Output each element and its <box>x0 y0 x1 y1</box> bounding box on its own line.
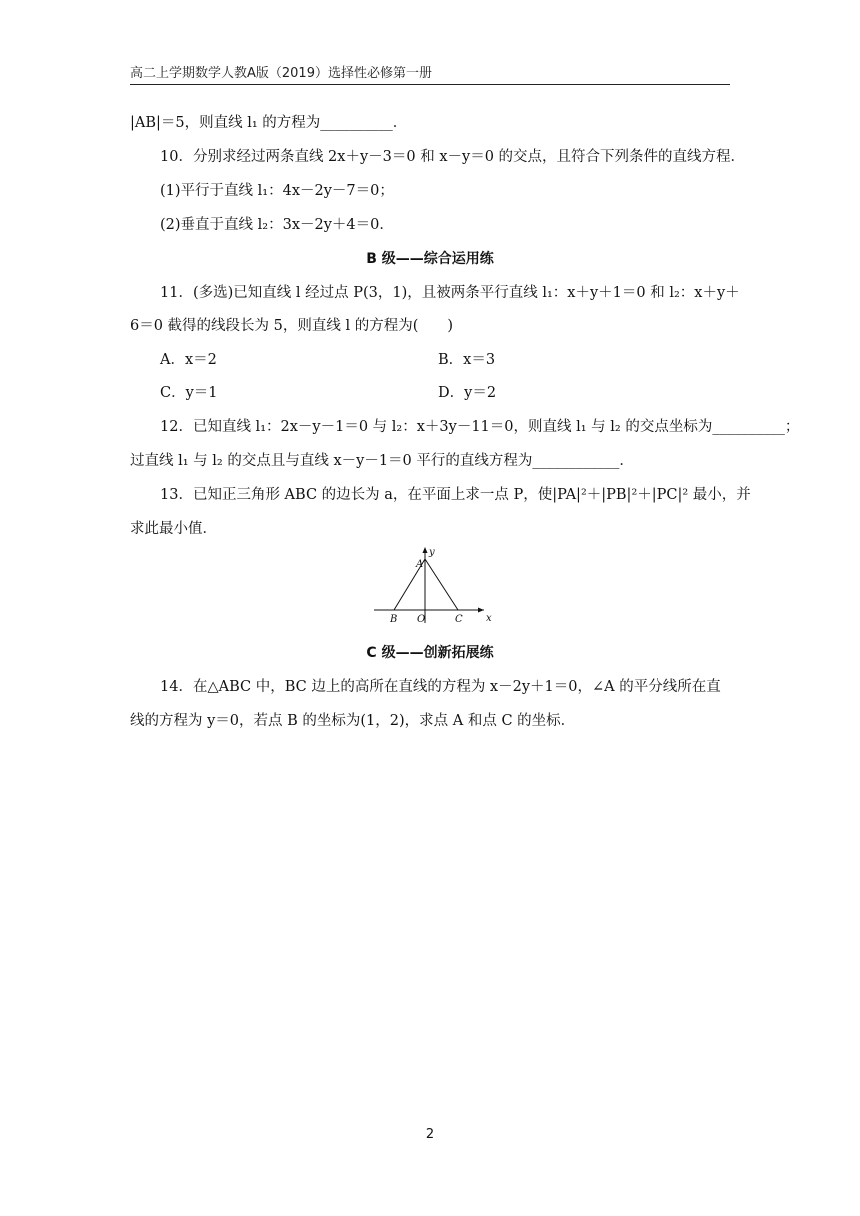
text-line-ab: |AB|＝5，则直线 l₁ 的方程为__________． <box>130 115 408 131</box>
option-a: A．x＝2 <box>160 352 217 368</box>
option-c: C．y＝1 <box>160 385 218 401</box>
question-14-line-1: 14．在△ABC 中，BC 边上的高所在直线的方程为 x－2y＋1＝0，∠A 的平分线所在直 <box>160 679 721 695</box>
section-c-title: C 级——创新拓展练 <box>366 645 494 661</box>
side-ac <box>425 559 458 610</box>
triangle-figure <box>372 545 492 625</box>
question-13-line-2: 求此最小值． <box>130 521 217 537</box>
label-a: A <box>416 559 424 570</box>
label-c: C <box>455 614 463 625</box>
page-number: 2 <box>425 1127 435 1142</box>
question-10-part-2: (2)垂直于直线 l₂：3x－2y＋4＝0． <box>160 217 394 233</box>
question-12-line-1: 12．已知直线 l₁：2x－y－1＝0 与 l₂：x＋3y－11＝0，则直线 l₁ 与 l₂ 的交点坐标为__________； <box>160 419 800 435</box>
label-y: y <box>429 547 435 558</box>
section-b-title: B 级——综合运用练 <box>366 251 494 267</box>
question-14-line-2: 线的方程为 y＝0，若点 B 的坐标为(1，2)，求点 A 和点 C 的坐标． <box>130 713 576 729</box>
y-axis-arrow <box>423 547 428 553</box>
label-o: O <box>417 614 426 625</box>
question-11-line-2: 6＝0 截得的线段长为 5，则直线 l 的方程为( ) <box>130 318 454 334</box>
question-11-line-1: 11．(多选)已知直线 l 经过点 P(3，1)，且被两条平行直线 l₁：x＋y＋1＝0 和 l₂：x＋y＋ <box>160 285 740 301</box>
question-12-line-2: 过直线 l₁ 与 l₂ 的交点且与直线 x－y－1＝0 平行的直线方程为____________． <box>130 453 634 469</box>
label-x: x <box>486 613 492 624</box>
question-13-line-1: 13．已知正三角形 ABC 的边长为 a，在平面上求一点 P，使|PA|²＋|PB|²＋|PC|² 最小，并 <box>160 487 751 503</box>
label-b: B <box>390 614 398 625</box>
page-header-title: 高二上学期数学人教A版（2019）选择性必修第一册 <box>130 66 432 81</box>
option-b: B．x＝3 <box>438 352 496 368</box>
header-divider <box>130 84 730 85</box>
question-10: 10．分别求经过两条直线 2x＋y－3＝0 和 x－y＝0 的交点，且符合下列条件的直线方程． <box>160 149 746 165</box>
x-axis-arrow <box>478 608 484 613</box>
option-d: D．y＝2 <box>438 385 497 401</box>
question-10-part-1: (1)平行于直线 l₁：4x－2y－7＝0； <box>160 183 394 199</box>
